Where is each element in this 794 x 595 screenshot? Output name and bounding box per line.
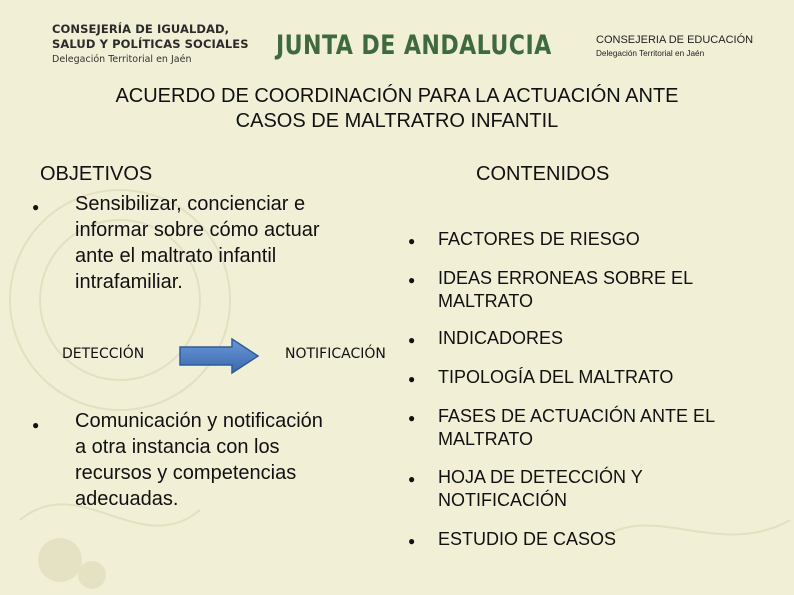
bullet-icon: ● xyxy=(408,411,416,425)
title-line-1: ACUERDO DE COORDINACIÓN PARA LA ACTUACIÓN ANTE xyxy=(115,85,679,107)
contenido-item xyxy=(438,528,768,551)
objetivo-2-line: recursos y competencias xyxy=(75,462,297,484)
bullet-icon: ● xyxy=(408,333,416,347)
contenido-line: MALTRATO xyxy=(438,429,534,449)
objetivo-2-line: adecuadas. xyxy=(75,488,179,510)
objetivo-item-2 xyxy=(75,408,323,512)
education-header xyxy=(596,34,753,58)
objetivo-item-1 xyxy=(75,191,320,295)
bullet-icon: ● xyxy=(408,372,416,386)
flow-notificacion: NOTIFICACIÓN xyxy=(285,346,386,362)
contenido-item xyxy=(438,267,768,313)
contenido-line: ESTUDIO DE CASOS xyxy=(438,529,617,549)
contenido-line: HOJA DE DETECCIÓN Y xyxy=(438,467,643,487)
bullet-icon: ● xyxy=(408,273,416,287)
bullet-icon: ● xyxy=(32,200,40,214)
consejeria-line-2: SALUD Y POLÍTICAS SOCIALES xyxy=(52,37,249,51)
objetivos-heading: OBJETIVOS xyxy=(40,163,153,185)
contenido-line: MALTRATO xyxy=(438,291,534,311)
objetivo-1-line: Sensibilizar, concienciar e xyxy=(75,193,306,215)
title-line-2: CASOS DE MALTRATRO INFANTIL xyxy=(235,110,559,132)
consejeria-line-1: CONSEJERÍA DE IGUALDAD, xyxy=(52,22,230,36)
slide-title xyxy=(0,84,794,134)
contenido-item xyxy=(438,327,768,350)
contenido-item xyxy=(438,405,768,451)
objetivo-2-line: a otra instancia con los xyxy=(75,436,280,458)
junta-brand: JUNTA DE ANDALUCIA xyxy=(276,30,552,61)
contenido-item xyxy=(438,228,768,251)
arrow-right-icon xyxy=(178,337,260,375)
contenido-item xyxy=(438,366,768,389)
contenido-line: IDEAS ERRONEAS SOBRE EL xyxy=(438,268,694,288)
objetivo-2-line: Comunicación y notificación xyxy=(75,410,323,432)
contenidos-heading: CONTENIDOS xyxy=(476,163,610,185)
bullet-icon: ● xyxy=(32,418,40,432)
objetivo-1-line: intrafamiliar. xyxy=(75,271,183,293)
objetivo-1-line: ante el maltrato infantil xyxy=(75,245,277,267)
contenido-line: INDICADORES xyxy=(438,328,564,348)
contenido-line: FACTORES DE RIESGO xyxy=(438,229,640,249)
flow-deteccion: DETECCIÓN xyxy=(62,346,145,362)
dept-right: CONSEJERIA DE EDUCACIÓN xyxy=(596,34,754,46)
bullet-icon: ● xyxy=(408,472,416,486)
delegacion-left: Delegación Territorial en Jaén xyxy=(52,54,192,65)
contenido-item xyxy=(438,466,768,512)
bullet-icon: ● xyxy=(408,234,416,248)
contenido-line: TIPOLOGÍA DEL MALTRATO xyxy=(438,367,674,387)
objetivo-1-line: informar sobre cómo actuar xyxy=(75,219,320,241)
contenido-line: NOTIFICACIÓN xyxy=(438,490,567,510)
bullet-icon: ● xyxy=(408,534,416,548)
contenido-line: FASES DE ACTUACIÓN ANTE EL xyxy=(438,406,716,426)
delegacion-right: Delegación Territorial en Jaén xyxy=(596,49,705,58)
consejeria-logo xyxy=(52,22,249,67)
